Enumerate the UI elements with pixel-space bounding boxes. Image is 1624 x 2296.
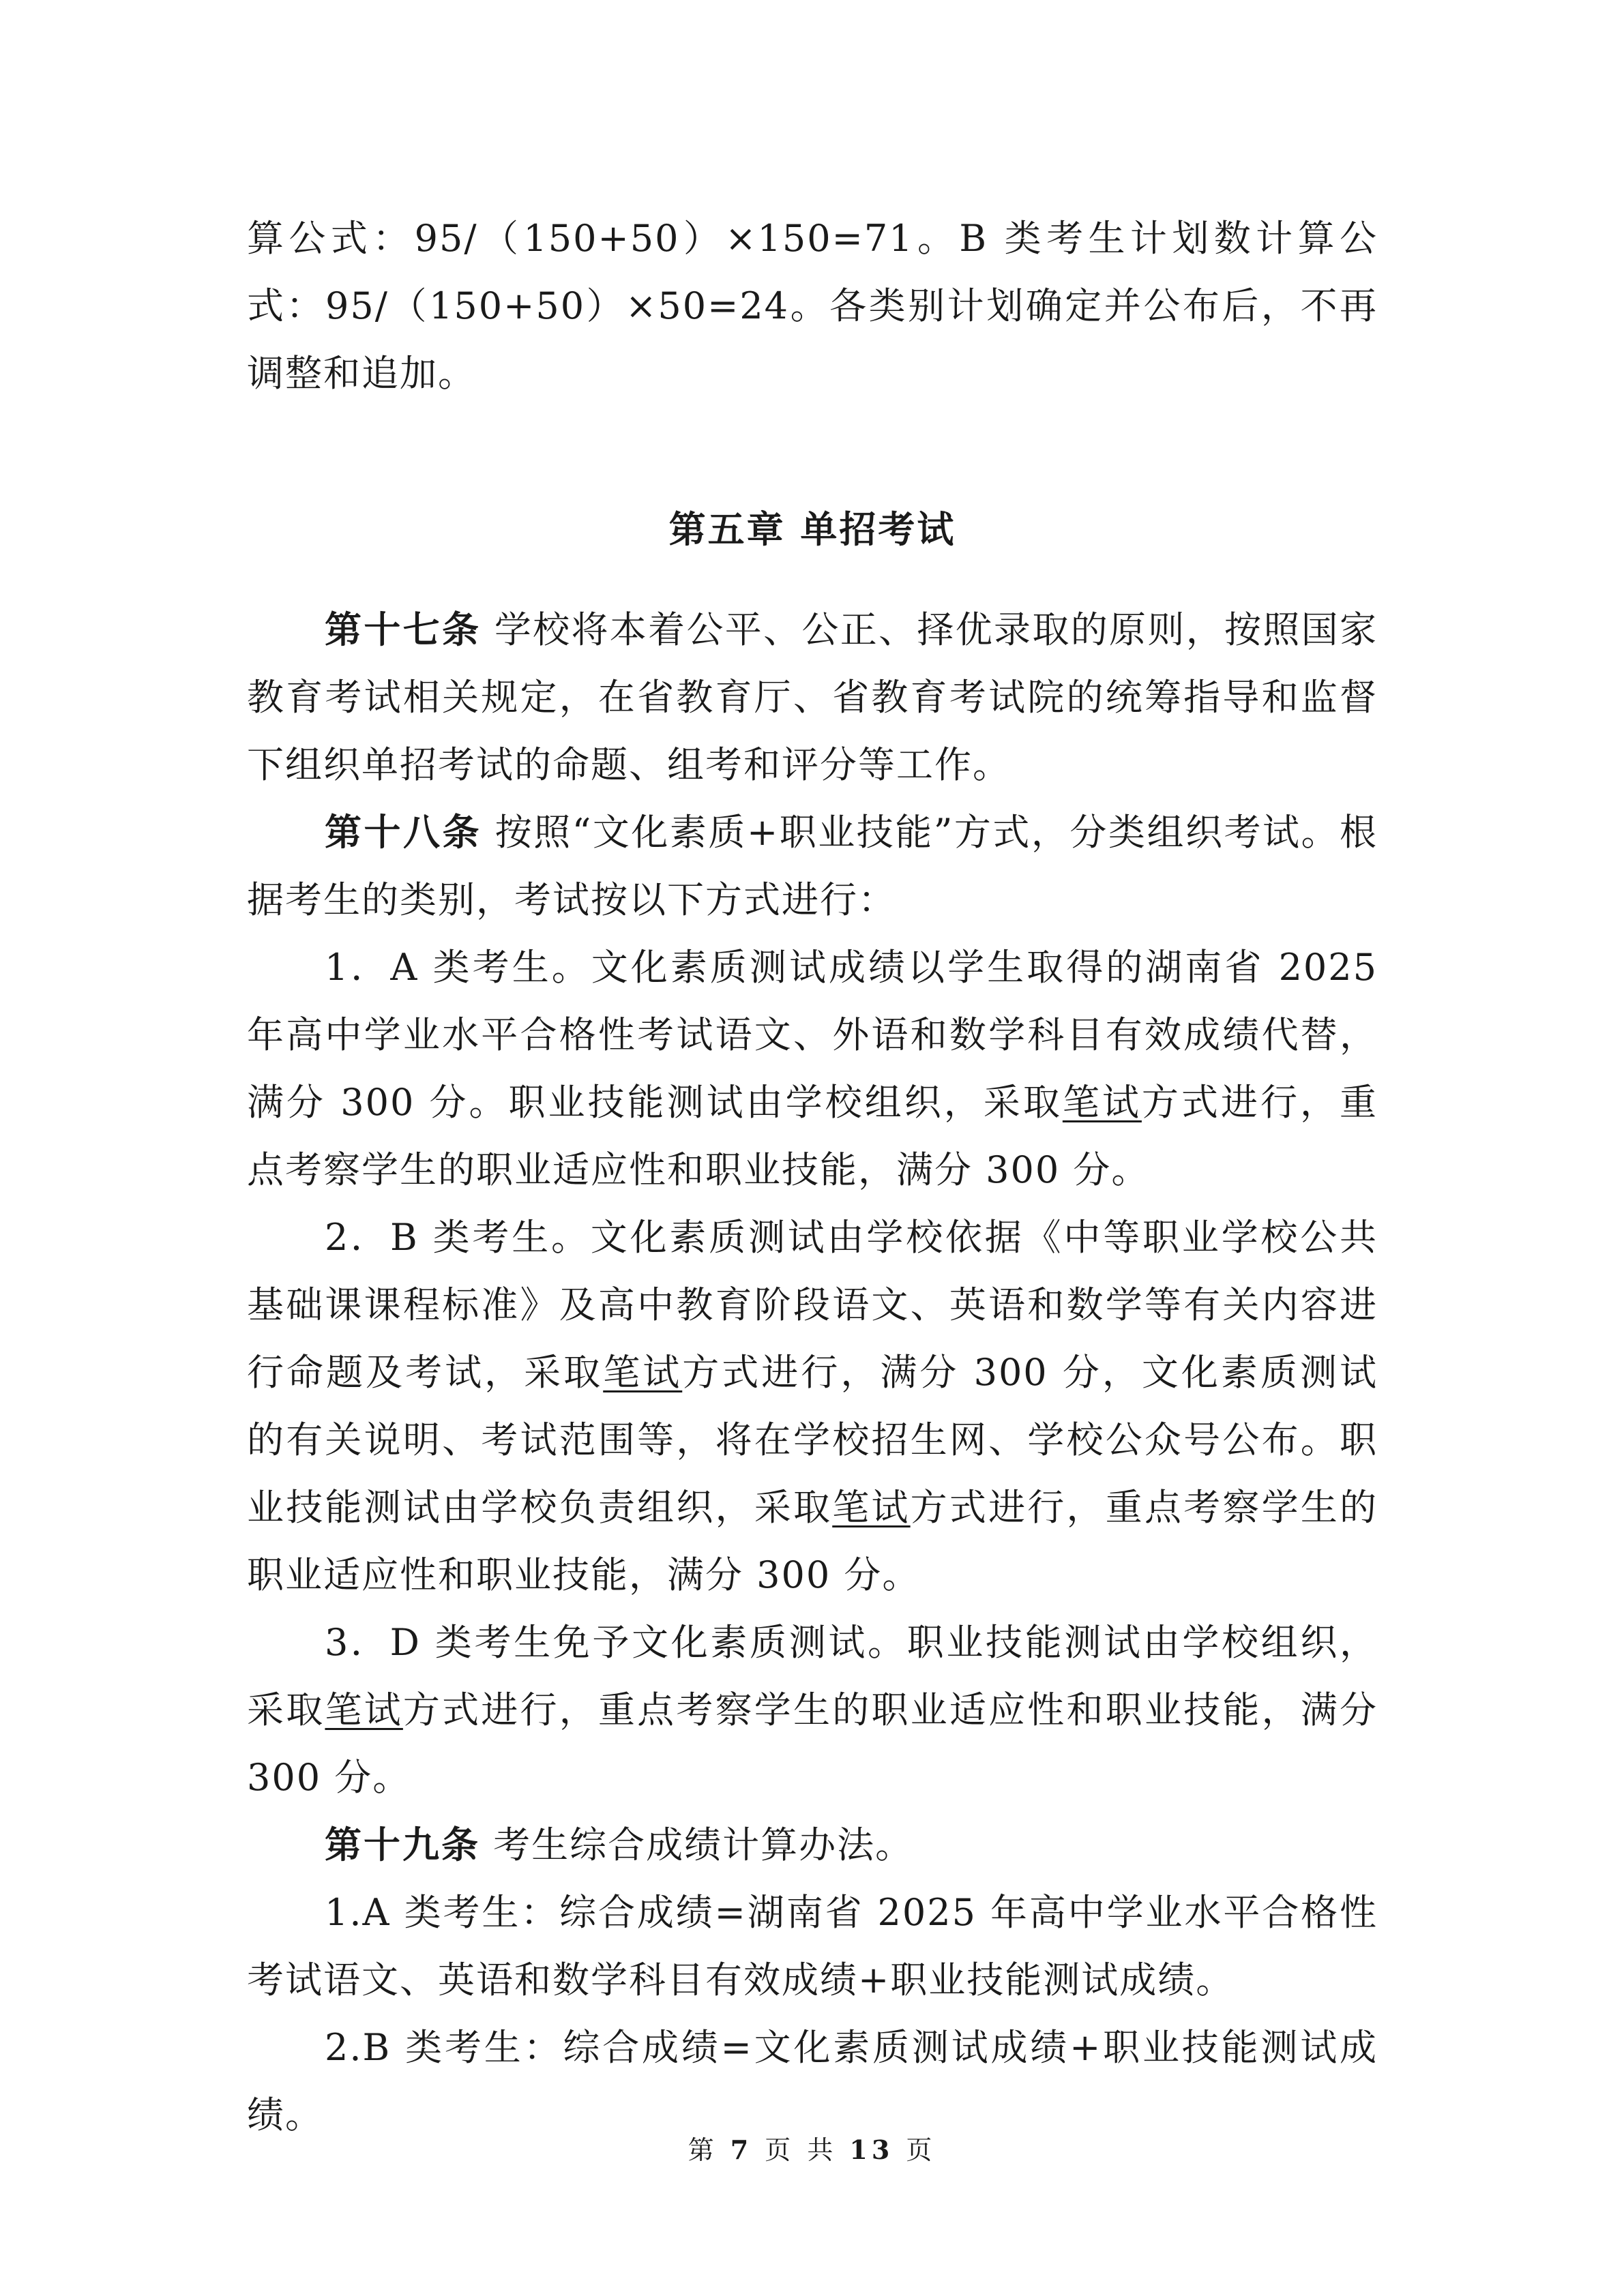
underlined-term: 笔试: [832, 1486, 911, 1529]
chapter-title: 第五章 单招考试: [668, 507, 956, 551]
page-body: [247, 205, 1378, 2149]
underlined-term: 笔试: [1062, 1081, 1142, 1124]
item-text: 方式进行，重点考察学生的职业适应性和职业技能，满分 300 分。: [247, 1081, 1378, 1191]
total-page-number: 13: [849, 2134, 894, 2165]
item-text: 方式进行，重点考察学生的职业适应性和职业技能，满分 300 分。: [247, 1688, 1378, 1799]
article-text: 学校将本着公平、公正、择优录取的原则，按照国家教育考试相关规定，在省教育厅、省教育考试院的统筹指导和监督下组织单招考试的命题、组考和评分等工作。: [247, 608, 1378, 786]
footer-middle: 页 共: [765, 2135, 838, 2165]
item-text: 3．D 类考生免予文化素质测试。职业技能测试由学校组织，采取: [247, 1621, 1378, 1731]
paragraph-text: 算公式：95/（150+50）×150=71。B 类考生计划数计算公式：95/（150+50）×50=24。各类别计划确定并公布后，不再调整和追加。: [247, 217, 1378, 395]
current-page-number: 7: [730, 2134, 753, 2165]
article-19-item-2: 2.B 类考生：综合成绩=文化素质测试成绩+职业技能测试成绩。: [247, 2026, 1378, 2136]
article-text: 考生综合成绩计算办法。: [493, 1823, 914, 1866]
underlined-term: 笔试: [603, 1351, 683, 1394]
item-text: 1．A 类考生。文化素质测试成绩以学生取得的湖南省 2025 年高中学业水平合格性考试语文、外语和数学科目有效成绩代替，满分 300 分。职业技能测试由学校组织，采取: [247, 946, 1378, 1124]
item-text: 方式进行，满分 300 分，文化素质测试的有关说明、考试范围等，将在学校招生网、学校公众号公布。职业技能测试由学校负责组织，采取: [247, 1351, 1378, 1529]
page-footer: [0, 2129, 1624, 2166]
article-18-item-3: [247, 1609, 1378, 1811]
article-19: [247, 1811, 1378, 1879]
article-19-item-1: 1.A 类考生：综合成绩=湖南省 2025 年高中学业水平合格性考试语文、英语和数学科目有效成绩+职业技能测试成绩。: [247, 1891, 1378, 2001]
article-label: 第十七条: [325, 608, 482, 651]
article-label: 第十八条: [325, 810, 482, 854]
article-text: 按照“文化素质+职业技能”方式，分类组织考试。根据考生的类别，考试按以下方式进行：: [247, 811, 1378, 921]
item-text: 方式进行，重点考察学生的职业适应性和职业技能，满分 300 分。: [247, 1486, 1378, 1596]
item-text: 2．B 类考生。文化素质测试由学校依据《中等职业学校公共基础课课程标准》及高中教育阶段语文、英语和数学等有关内容进行命题及考试，采取: [247, 1216, 1378, 1394]
article-17: [247, 596, 1378, 799]
footer-suffix: 页: [906, 2135, 936, 2165]
article-18: [247, 799, 1378, 934]
article-label: 第十九条: [325, 1823, 480, 1866]
article-18-item-1: [247, 934, 1378, 1204]
underlined-term: 笔试: [325, 1688, 403, 1731]
footer-prefix: 第: [688, 2135, 718, 2165]
article-18-item-2: [247, 1204, 1378, 1609]
paragraph-continued: [247, 205, 1378, 407]
